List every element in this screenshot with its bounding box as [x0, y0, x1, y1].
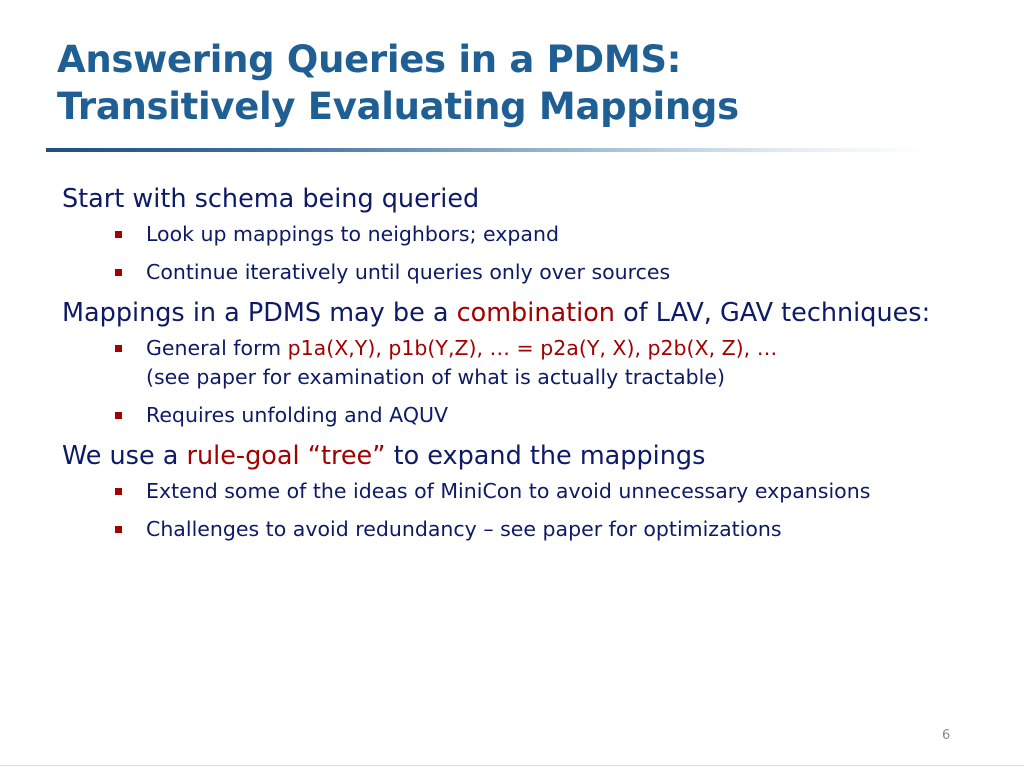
text-suffix: (see paper for examination of what is actually tractable)	[146, 365, 725, 389]
sub-list-2	[62, 334, 962, 430]
sub-bullet-lookup	[62, 220, 962, 249]
sub-bullet-text: Look up mappings to neighbors; expand	[146, 222, 559, 246]
sub-bullet-minicon	[62, 477, 962, 506]
sub-bullet-iterate	[62, 258, 962, 287]
square-bullet-icon	[115, 345, 122, 352]
bullet-schema-queried: Start with schema being queried	[62, 184, 480, 214]
bullet-mappings-combination	[62, 296, 962, 330]
text-prefix: Mappings in a PDMS may be a	[62, 298, 457, 328]
sub-bullet-text: Requires unfolding and AQUV	[146, 403, 449, 427]
sub-bullet-text: Continue iteratively until queries only over sources	[146, 260, 671, 284]
title-divider	[46, 148, 926, 152]
sub-bullet-redundancy	[62, 515, 962, 544]
text-suffix: of LAV, GAV techniques:	[614, 298, 931, 328]
highlight-tree: “tree”	[307, 441, 386, 471]
text-prefix: We use a	[62, 441, 187, 471]
sub-list-3	[62, 477, 962, 544]
sub-list-1	[62, 220, 962, 287]
sub-bullet-text: Extend some of the ideas of MiniCon to avoid unnecessary expansions	[146, 479, 871, 503]
formula: p1a(X,Y), p1b(Y,Z), … = p2a(Y, X), p2b(X, Z), …	[287, 336, 778, 360]
highlight-rule-goal: rule-goal	[186, 441, 300, 471]
slide-body	[62, 182, 962, 553]
highlight-combination: combination	[456, 298, 615, 328]
square-bullet-icon	[115, 412, 122, 419]
square-bullet-icon	[115, 526, 122, 533]
square-bullet-icon	[115, 231, 122, 238]
footer-divider	[0, 765, 1024, 766]
bullet-rule-goal-tree	[62, 439, 962, 473]
sub-bullet-unfolding	[62, 401, 962, 430]
page-number: 6	[942, 728, 951, 743]
square-bullet-icon	[115, 488, 122, 495]
slide-title	[57, 36, 957, 130]
title-line-1: Answering Queries in a PDMS:	[57, 38, 682, 81]
text-middle	[300, 441, 308, 471]
title-line-2: Transitively Evaluating Mappings	[57, 85, 739, 128]
sub-bullet-text: Challenges to avoid redundancy – see paper for optimizations	[146, 517, 782, 541]
text-suffix: to expand the mappings	[385, 441, 706, 471]
text-prefix: General form	[146, 336, 288, 360]
square-bullet-icon	[115, 269, 122, 276]
sub-bullet-general-form	[62, 334, 962, 392]
